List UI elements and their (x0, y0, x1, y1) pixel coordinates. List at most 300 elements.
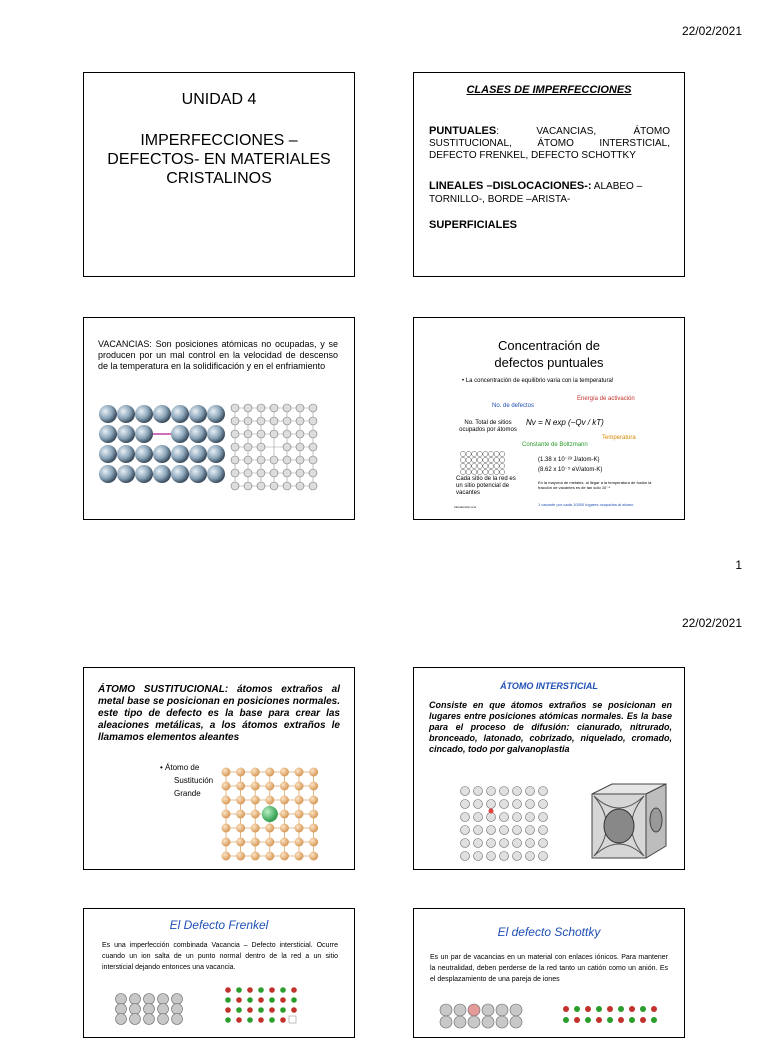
site-circle (466, 451, 471, 456)
atom-sphere (171, 445, 189, 463)
puntuales-label: PUNTUALES (429, 125, 497, 137)
atom-sphere (251, 796, 260, 805)
ion-sphere (482, 1004, 494, 1016)
slide-unidad-4 (83, 72, 355, 277)
ion-dot (258, 1017, 264, 1023)
atom-node (296, 430, 304, 438)
atom-sphere (236, 824, 245, 833)
atom-node (231, 482, 239, 490)
label-line-1: • Átomo de (160, 763, 200, 772)
atom-node (539, 787, 548, 796)
atom-node (270, 469, 278, 477)
slide-heading: CLASES DE IMPERFECCIONES (466, 84, 632, 96)
ion-sphere (440, 1016, 452, 1028)
ion-dot (280, 1017, 286, 1023)
interstitial-lattice-illustration (459, 785, 549, 861)
atom-node (244, 469, 252, 477)
atom-sphere (207, 445, 225, 463)
interstitial-atom (489, 809, 494, 814)
ion-dot (247, 997, 253, 1003)
ion-dot (607, 1006, 613, 1012)
ion-dot (651, 1006, 657, 1012)
atom-sphere (265, 852, 274, 861)
ion-dot (225, 1017, 231, 1023)
footer-text: Introducción a la (454, 505, 477, 509)
ion-dot (563, 1017, 569, 1023)
ion-sphere (130, 994, 141, 1005)
slide-defecto-frenkel (83, 908, 355, 1038)
atom-node (513, 787, 522, 796)
atom-sphere (309, 824, 318, 833)
ion-dot (269, 997, 275, 1003)
site-circle (500, 463, 505, 468)
ion-dot (258, 987, 264, 993)
schottky-heading: El defecto Schottky (497, 925, 601, 939)
atom-node (231, 404, 239, 412)
atom-sphere (280, 768, 289, 777)
site-circle (494, 463, 499, 468)
lineales-label: LINEALES –DISLOCACIONES-: (429, 180, 592, 192)
atom-node (270, 404, 278, 412)
atom-node (474, 787, 483, 796)
atom-sphere (265, 796, 274, 805)
puntuales-paragraph (429, 125, 670, 162)
atom-node (244, 443, 252, 451)
atom-node (526, 800, 535, 809)
atom-sphere (207, 425, 225, 443)
schottky-text: Es un par de vacancias en un material con enlaces iónicos. Para mantener la neutralidad, deben perderse de la red tanto un catión como un anión. Es el desplazamiento de una pareja de iones (430, 954, 668, 983)
slide-vacancias (83, 317, 355, 520)
atom-node (296, 469, 304, 477)
ion-sphere (172, 1004, 183, 1015)
atom-sphere (222, 810, 231, 819)
ion-sphere (144, 1014, 155, 1025)
ion-dot (585, 1006, 591, 1012)
ion-sphere (510, 1016, 522, 1028)
atom-node (474, 800, 483, 809)
atom-sphere (265, 768, 274, 777)
ion-sphere (172, 994, 183, 1005)
site-circle (488, 469, 493, 474)
atom-sphere (236, 768, 245, 777)
ion-dot (640, 1017, 646, 1023)
page1-number: 1 (735, 558, 742, 572)
ion-dot (596, 1006, 602, 1012)
atom-node (539, 852, 548, 861)
atom-sphere (251, 838, 260, 847)
atom-node (283, 417, 291, 425)
atom-sphere (222, 782, 231, 791)
atom-node (513, 813, 522, 822)
atom-sphere (265, 824, 274, 833)
site-circle (460, 469, 465, 474)
atom-sphere (99, 445, 117, 463)
atom-node (526, 852, 535, 861)
atom-node (244, 404, 252, 412)
atom-node (309, 417, 317, 425)
atom-sphere (117, 465, 135, 483)
atom-node (539, 800, 548, 809)
slide-atomo-intersticial (413, 667, 685, 870)
small-lattice-icon (460, 451, 506, 477)
atom-sphere (309, 796, 318, 805)
atom-sphere (135, 465, 153, 483)
vacancias-text: VACANCIAS: Son posiciones atómicas no ocupadas, y se producen por un mal control en la velocidad de descenso de la temperatura en la solidificación y en el enfriamiento (98, 339, 338, 371)
ion-sphere (116, 994, 127, 1005)
atom-node (231, 430, 239, 438)
ion-dot (291, 987, 297, 993)
atom-node (539, 826, 548, 835)
sustitucional-text: ÁTOMO SUSTITUCIONAL: átomos extraños al metal base se posicionan en posiciones normales. este tipo de defecto es la base para crear las aleaciones metálicas, a los átomos extraños le llamamos elementos aleantes (98, 684, 340, 743)
atom-sphere (265, 838, 274, 847)
slide-title (84, 131, 354, 188)
ion-dot (280, 987, 286, 993)
site-circle (477, 463, 482, 468)
ion-dot (629, 1006, 635, 1012)
substitution-lattice-illustration (220, 766, 320, 862)
atom-sphere (99, 405, 117, 423)
site-circle (460, 463, 465, 468)
site-circle (488, 451, 493, 456)
schottky-lattice-illustration (438, 1003, 524, 1029)
atom-sphere (207, 405, 225, 423)
atom-node (309, 430, 317, 438)
no-total-label: No. Total de sitios ocupados por átomos (459, 420, 517, 433)
site-circle (500, 451, 505, 456)
ion-sphere (496, 1016, 508, 1028)
atom-sphere (189, 405, 207, 423)
ion-sphere (454, 1004, 466, 1016)
atom-node (487, 800, 496, 809)
atom-node (461, 813, 470, 822)
atom-node (513, 800, 522, 809)
atom-node (257, 404, 265, 412)
atom-node (487, 852, 496, 861)
atom-node (296, 417, 304, 425)
atom-sphere (189, 425, 207, 443)
atom-sphere (117, 405, 135, 423)
atom-node (270, 456, 278, 464)
atom-sphere (153, 445, 171, 463)
site-circle (494, 451, 499, 456)
ion-sphere (116, 1004, 127, 1015)
atom-node (474, 839, 483, 848)
ion-dot (291, 1007, 297, 1013)
ion-sphere (144, 994, 155, 1005)
atom-node (526, 826, 535, 835)
atom-node (270, 417, 278, 425)
site-circle (460, 457, 465, 462)
cada-sitio-text: Cada sitio de la red es un sitio potencial de vacantes (456, 476, 516, 496)
ion-dot (269, 987, 275, 993)
site-circle (494, 457, 499, 462)
ion-dot (607, 1017, 613, 1023)
atom-node (500, 826, 509, 835)
atom-node (461, 839, 470, 848)
site-circle (466, 457, 471, 462)
ion-dot (629, 1017, 635, 1023)
ion-dot (618, 1017, 624, 1023)
atom-sphere (280, 852, 289, 861)
label-line-3: Grande (174, 789, 201, 798)
atom-node (296, 482, 304, 490)
atom-node (283, 430, 291, 438)
atom-node (244, 430, 252, 438)
atom-node (309, 456, 317, 464)
ion-sphere (130, 1004, 141, 1015)
ion-dot (574, 1017, 580, 1023)
ion-dot (574, 1006, 580, 1012)
vacancy-grid-illustration (229, 402, 319, 492)
ion-dot (618, 1006, 624, 1012)
frenkel-heading: El Defecto Frenkel (169, 918, 269, 932)
atom-node (283, 482, 291, 490)
nota-text: En la mayoría de metales, al llegar a la temperatura de fusión la fracción de vacantes es de tan sólo 10⁻⁴ (538, 480, 652, 490)
temperatura-label: Temperatura (602, 435, 636, 441)
atom-sphere (251, 824, 260, 833)
ion-dot (640, 1006, 646, 1012)
ion-sphere (158, 1014, 169, 1025)
atom-node (309, 469, 317, 477)
atom-sphere (295, 782, 304, 791)
atom-sphere (295, 838, 304, 847)
atom-node (283, 443, 291, 451)
ion-dot (596, 1017, 602, 1023)
frenkel-ion-grid-illustration (222, 985, 342, 1025)
atom-node (231, 443, 239, 451)
atom-node (474, 852, 483, 861)
atom-node (500, 813, 509, 822)
atom-node (474, 813, 483, 822)
atom-sphere (280, 796, 289, 805)
atom-node (231, 469, 239, 477)
schottky-ion-grid-illustration (560, 1003, 664, 1029)
atom-sphere (222, 824, 231, 833)
atom-node (231, 417, 239, 425)
ion-dot (236, 997, 242, 1003)
k-value-1: (1.38 x 10⁻²³ J/atom-K) (538, 457, 600, 463)
concentracion-title (414, 337, 684, 371)
atom-sphere (153, 405, 171, 423)
atom-sphere (189, 445, 207, 463)
ion-sphere (510, 1004, 522, 1016)
site-circle (477, 451, 482, 456)
slide-atomo-sustitucional (83, 667, 355, 870)
no-defectos-label: No. de defectos (492, 403, 535, 409)
site-circle (472, 451, 477, 456)
title-line-3: CRISTALINOS (166, 170, 272, 187)
ion-dot (225, 997, 231, 1003)
site-circle (477, 457, 482, 462)
ion-dot (585, 1017, 591, 1023)
atom-node (296, 443, 304, 451)
atom-node (283, 469, 291, 477)
atom-sphere (309, 768, 318, 777)
atom-sphere (171, 405, 189, 423)
atom-node (487, 787, 496, 796)
atom-sphere (236, 782, 245, 791)
atom-sphere (251, 768, 260, 777)
title-line-1: Concentración de (498, 338, 600, 353)
atom-node (526, 813, 535, 822)
vacancy-lattice-illustration (98, 402, 228, 492)
boltzmann-label: Constante de Boltzmann (522, 442, 588, 448)
ion-dot (258, 1007, 264, 1013)
atom-sphere (222, 796, 231, 805)
atom-sphere (222, 768, 231, 777)
atom-sphere (309, 810, 318, 819)
atom-sphere (309, 782, 318, 791)
atom-sphere (99, 465, 117, 483)
ion-dot (269, 1007, 275, 1013)
ion-sphere (496, 1004, 508, 1016)
sustitucion-label (160, 761, 213, 800)
atom-sphere (236, 852, 245, 861)
atom-node (487, 826, 496, 835)
ion-dot (225, 1007, 231, 1013)
atom-node (309, 404, 317, 412)
atom-sphere (309, 852, 318, 861)
atom-sphere (295, 852, 304, 861)
atom-node (500, 787, 509, 796)
atom-sphere (295, 796, 304, 805)
atom-node (513, 839, 522, 848)
atom-node (270, 482, 278, 490)
nota2-text: 1 vacante por cada 10000 lugares ocupados al atomo (538, 502, 634, 507)
site-circle (500, 469, 505, 474)
site-circle (460, 451, 465, 456)
ion-sphere (468, 1016, 480, 1028)
ion-sphere (158, 994, 169, 1005)
site-circle (488, 457, 493, 462)
ion-dot (247, 1017, 253, 1023)
atom-node (461, 826, 470, 835)
ion-dot (236, 1007, 242, 1013)
ion-sphere (440, 1004, 452, 1016)
atom-node (296, 456, 304, 464)
atom-sphere (236, 796, 245, 805)
frenkel-text: Es una imperfección combinada Vacancia – Defecto intersticial. Ocurre cuando un ion salta de un punto normal dentro de la red a un sitio intersticial dejando entonces una vacancia. (102, 942, 338, 971)
k-value-2: (8.62 x 10⁻⁵ eV/atom-K) (538, 467, 603, 473)
atom-sphere (295, 824, 304, 833)
ion-sphere (482, 1016, 494, 1028)
atom-sphere (280, 810, 289, 819)
atom-node (513, 852, 522, 861)
title-line-2: DEFECTOS- EN MATERIALES (107, 151, 331, 168)
atom-node (487, 813, 496, 822)
atom-node (526, 787, 535, 796)
ion-dot (225, 987, 231, 993)
frenkel-lattice-illustration (114, 993, 186, 1025)
page1-date: 22/02/2021 (681, 24, 742, 38)
site-circle (477, 469, 482, 474)
intersticial-heading: ÁTOMO INTERSTICIAL (500, 681, 598, 691)
ion-dot (236, 1017, 242, 1023)
atom-sphere (251, 782, 260, 791)
ion-sphere (130, 1014, 141, 1025)
atom-node (513, 826, 522, 835)
ion-dot (280, 1007, 286, 1013)
site-circle (483, 469, 488, 474)
ion-dot (563, 1006, 569, 1012)
atom-node (231, 456, 239, 464)
site-circle (494, 469, 499, 474)
ion-dot (651, 1017, 657, 1023)
ion-dot (247, 987, 253, 993)
atom-node (461, 852, 470, 861)
atom-sphere (295, 768, 304, 777)
atom-node (257, 430, 265, 438)
unit-heading: UNIDAD 4 (181, 91, 257, 108)
atom-sphere (280, 824, 289, 833)
atom-node (309, 482, 317, 490)
ion-dot (269, 1017, 275, 1023)
atom-sphere (135, 405, 153, 423)
atom-node (500, 800, 509, 809)
atom-sphere (251, 852, 260, 861)
atom-sphere (207, 465, 225, 483)
atom-sphere (135, 425, 153, 443)
puntuales-text: : VACANCIAS, ÁTOMO SUSTITUCIONAL, ÁTOMO INTERSTICIAL, DEFECTO FRENKEL, DEFECTO SCHOTTKY (429, 126, 670, 161)
atom-sphere (171, 465, 189, 483)
interstitial-cube-illustration (572, 780, 676, 864)
atom-sphere (117, 445, 135, 463)
atom-node (539, 813, 548, 822)
superficiales-label: SUPERFICIALES (429, 219, 518, 231)
atom-node (283, 456, 291, 464)
vacancy-marker (289, 1016, 296, 1023)
ion-dot (280, 997, 286, 1003)
atom-sphere (222, 838, 231, 847)
atom-sphere (135, 445, 153, 463)
slide-concentracion-defectos (413, 317, 685, 520)
atom-node (244, 417, 252, 425)
atom-sphere (280, 838, 289, 847)
atom-sphere (236, 838, 245, 847)
atom-node (270, 430, 278, 438)
bullet-text: • La concentración de equilibrio varia con la temperatura! (462, 378, 614, 384)
atom-sphere (189, 465, 207, 483)
atom-node (309, 443, 317, 451)
site-circle (472, 463, 477, 468)
atom-node (500, 839, 509, 848)
atom-sphere (171, 425, 189, 443)
intersticial-text: Consiste en que átomos extraños se posicionan en lugares entre posiciones atómicas normales. Es la base para el proceso de difusión: cianurado, nitrurado, bronceado, latonado, cobrizado, niquelado, cromado, cincado, todo por galvanoplastia (429, 700, 672, 754)
atom-node (500, 852, 509, 861)
atom-node (474, 826, 483, 835)
ion-sphere (454, 1016, 466, 1028)
page2-date: 22/02/2021 (681, 616, 742, 630)
atom-node (244, 456, 252, 464)
title-line-1: IMPERFECCIONES – (140, 132, 298, 149)
atom-sphere (117, 425, 135, 443)
site-circle (472, 457, 477, 462)
lineales-paragraph (429, 180, 670, 206)
atom-sphere (222, 852, 231, 861)
energia-label: Energía de activación (577, 396, 635, 402)
atom-sphere (153, 465, 171, 483)
slide-defecto-schottky (413, 908, 685, 1038)
ion-sphere (116, 1014, 127, 1025)
title-line-2: defectos puntuales (494, 355, 604, 370)
site-circle (488, 463, 493, 468)
atom-sphere (99, 425, 117, 443)
atom-node (257, 443, 265, 451)
atom-sphere (309, 838, 318, 847)
substitutional-atom (262, 806, 278, 822)
ion-dot (291, 997, 297, 1003)
atom-sphere (251, 810, 260, 819)
